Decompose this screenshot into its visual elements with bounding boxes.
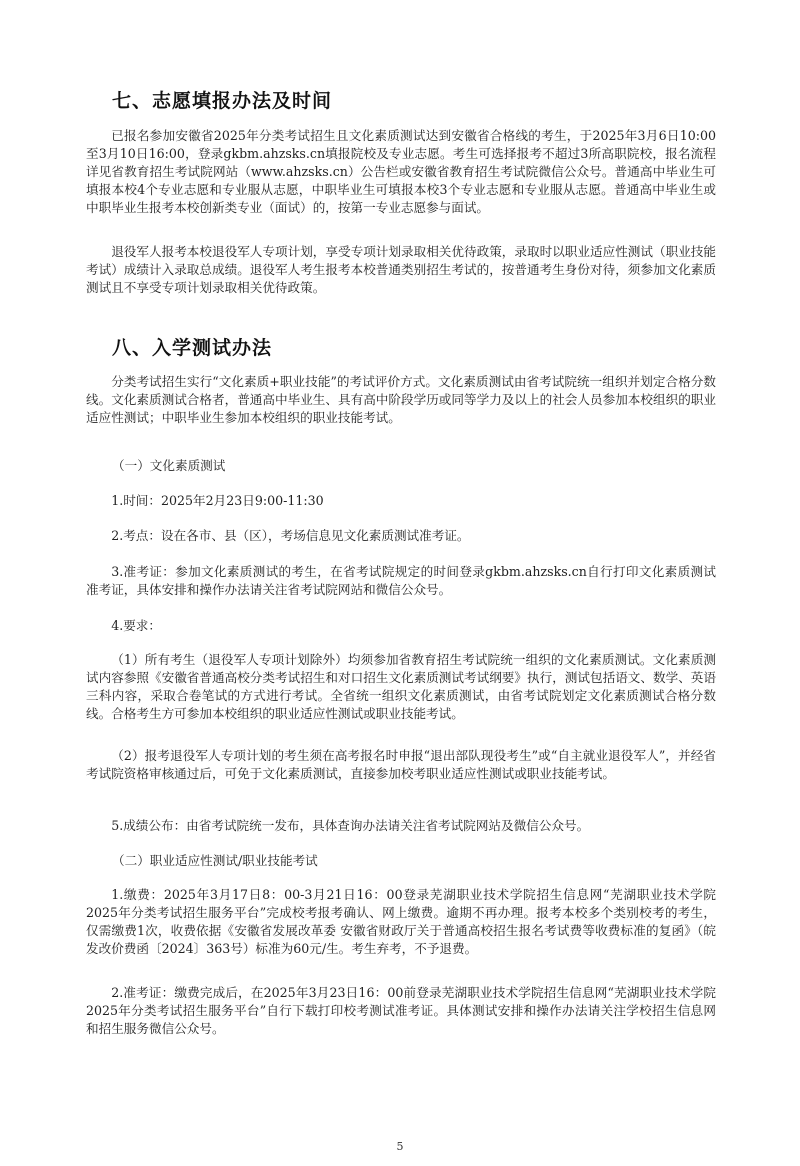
page-number: 5 (396, 1140, 404, 1153)
item-score-release: 5.成绩公布：由省考试院统一发布，具体查询办法请关注省考试院网站及微信公众号。 (111, 818, 590, 833)
item-ticket: 3.准考证：参加文化素质测试的考生，在省考试院规定的时间登录gkbm.ahzsks.cn自行打印文化素质测试准考证，具体安排和操作办法请关注省考试院网站和微信公众号。 (86, 564, 716, 597)
section-8-intro: 分类考试招生实行“文化素质+职业技能”的考试评价方式。文化素质测试由省考试院统一组织并划定合格分数线。文化素质测试合格者，普通高中毕业生、具有高中阶段学历或同等学力及以上的社会人员参加本校组织的职业适应性测试；中职毕业生参加本校组织的职业技能考试。 (86, 374, 716, 425)
item-requirements: 4.要求： (111, 618, 161, 633)
item-fee: 1.缴费：2025年3月17日8：00-3月21日16：00登录芜湖职业技术学院招生信息网“芜湖职业技术学院2025年分类考试招生服务平台”完成校考报考确认、网上缴费。逾期不再办理。报考本校多个类别校考的考生，仅需缴费1次，收费依据《安徽省发展改革委 安徽省财政厅关于普通高校招生报名考试费等收费标准的复函》（皖发改价费函〔2024〕363号）标准为60元/生。考生弃考，不予退费。 (86, 887, 716, 956)
section-7-heading: 七、志愿填报办法及时间 (112, 90, 333, 112)
requirement-2: （2）报考退役军人专项计划的考生须在高考报名时申报“退出部队现役考生”或“自主就业退役军人”，并经省考试院资格审核通过后，可免于文化素质测试，直接参加校考职业适应性测试或职业技能考试。 (86, 748, 716, 781)
section-7-paragraph-1: 已报名参加安徽省2025年分类考试招生且文化素质测试达到安徽省合格线的考生，于2025年3月6日10:00至3月10日16:00，登录gkbm.ahzsks.cn填报院校及专业志愿。考生可选择报考不超过3所高职院校，报名流程详见省教育招生考试院网站（www.ahzsks.cn）公告栏或安徽省教育招生考试院微信公众号。普通高中毕业生可填报本校4个专业志愿和专业服从志愿，中职毕业生可填报本校3个专业志愿和专业服从志愿。普通高中毕业生或中职毕业生报考本校创新类专业（面试）的，按第一专业志愿参与面试。 (86, 128, 716, 215)
subsection-vocational-test: （二）职业适应性测试/职业技能考试 (112, 853, 318, 868)
item-place: 2.考点：设在各市、县（区），考场信息见文化素质测试准考证。 (111, 528, 470, 543)
subsection-culture-test: （一）文化素质测试 (112, 458, 226, 473)
item-time: 1.时间：2025年2月23日9:00-11:30 (111, 493, 324, 508)
section-7-paragraph-2: 退役军人报考本校退役军人专项计划，享受专项计划录取相关优待政策，录取时以职业适应性测试（职业技能考试）成绩计入录取总成绩。退役军人考生报考本校普通类别招生考试的，按普通考生身份对待，须参加文化素质测试且不享受专项计划录取相关优待政策。 (86, 244, 716, 295)
requirement-1: （1）所有考生（退役军人专项计划除外）均须参加省教育招生考试院统一组织的文化素质测试。文化素质测试内容参照《安徽省普通高校分类考试招生和对口招生文化素质测试考试纲要》执行，测试包括语文、数学、英语三科内容，采取合卷笔试的方式进行考试。全省统一组织文化素质测试，由省考试院划定文化素质测试合格分数线。合格考生方可参加本校组织的职业适应性测试或职业技能考试。 (86, 652, 716, 721)
section-8-heading: 八、入学测试办法 (112, 337, 273, 359)
item-ticket-2: 2.准考证：缴费完成后，在2025年3月23日16：00前登录芜湖职业技术学院招生信息网“芜湖职业技术学院2025年分类考试招生服务平台”自行下载打印校考测试准考证。具体测试安排和操作办法请关注学校招生信息网和招生服务微信公众号。 (86, 985, 716, 1036)
